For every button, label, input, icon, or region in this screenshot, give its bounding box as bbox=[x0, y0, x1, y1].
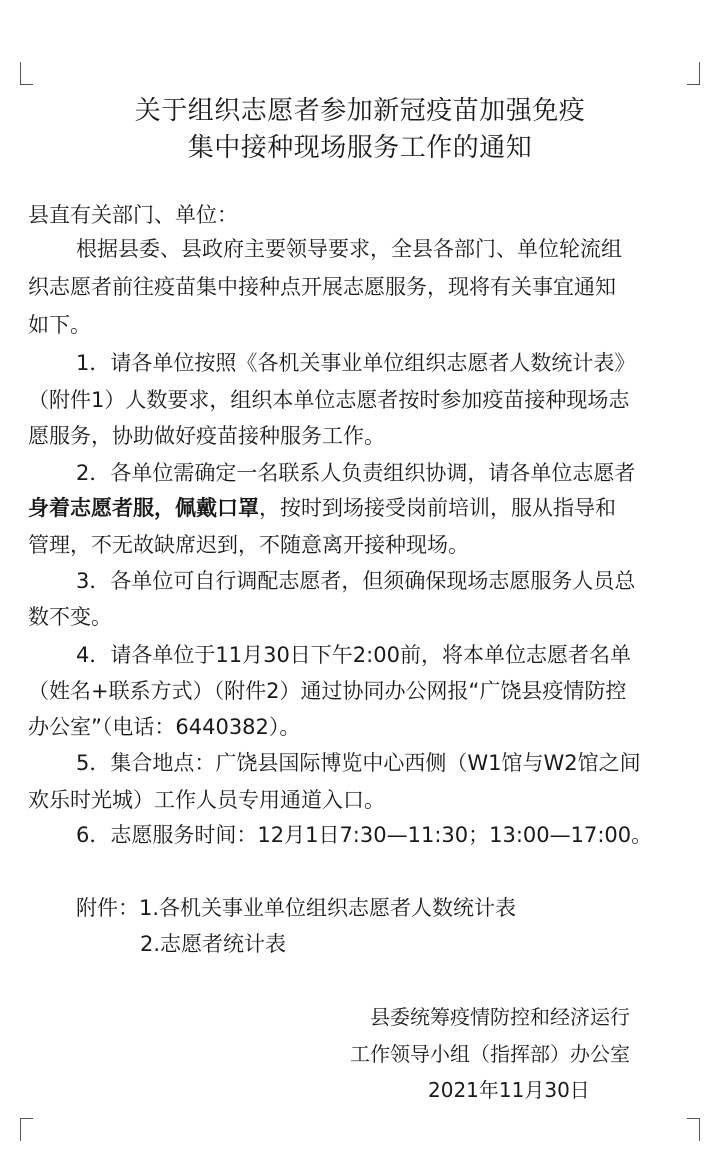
document-title-line1: 关于组织志愿者参加新冠疫苗加强免疫 bbox=[134, 96, 586, 126]
document-title-line2: 集中接种现场服务工作的通知 bbox=[187, 133, 533, 163]
attachment-1: 附件：1.各机关事业单位组织志愿者人数统计表 bbox=[76, 896, 517, 920]
signature-org-line2: 工作领导小组（指挥部）办公室 bbox=[350, 1042, 630, 1066]
crop-mark-top-left bbox=[20, 62, 33, 85]
intro-line: 织志愿者前往疫苗集中接种点开展志愿服务，现将有关事宜通知 bbox=[28, 275, 616, 299]
salutation: 县直有关部门、单位： bbox=[28, 203, 238, 227]
item4-line: （姓名+联系方式）（附件2）通过协同办公网报“广饶县疫情防控 bbox=[28, 679, 627, 703]
item5-line: 5．集合地点：广饶县国际博览中心西侧（W1馆与W2馆之间 bbox=[76, 751, 641, 775]
item5-line: 欢乐时光城）工作人员专用通道入口。 bbox=[28, 788, 385, 812]
intro-line: 如下。 bbox=[28, 313, 91, 337]
item2-line: 2．各单位需确定一名联系人负责组织协调，请各单位志愿者 bbox=[76, 461, 636, 485]
item4-line: 办公室”（电话：6440382）。 bbox=[28, 715, 301, 739]
item1-line: （附件1）人数要求，组织本单位志愿者按时参加疫苗接种现场志 bbox=[28, 388, 630, 412]
signature-org-line1: 县委统筹疫情防控和经济运行 bbox=[370, 1005, 630, 1029]
item3-line: 3．各单位可自行调配志愿者，但须确保现场志愿服务人员总 bbox=[76, 569, 636, 593]
intro-line: 根据县委、县政府主要领导要求，全县各部门、单位轮流组 bbox=[76, 237, 622, 261]
item1-line: 愿服务，协助做好疫苗接种服务工作。 bbox=[28, 424, 385, 448]
item2-bold-text: 身着志愿者服，佩戴口罩 bbox=[28, 496, 259, 520]
item2-line bbox=[28, 493, 698, 523]
item3-line: 数不变。 bbox=[28, 605, 112, 629]
item2-line: 管理，不无故缺席迟到，不随意离开接种现场。 bbox=[28, 533, 469, 557]
signature-date: 2021年11月30日 bbox=[428, 1078, 590, 1102]
attachment-2: 2.志愿者统计表 bbox=[140, 932, 287, 956]
item6-line: 6．志愿服务时间：12月1日7:30—11:30；13:00—17:00。 bbox=[76, 823, 653, 847]
crop-mark-bottom-left bbox=[20, 1118, 33, 1141]
crop-mark-bottom-right bbox=[687, 1118, 700, 1141]
item1-line: 1．请各单位按照《各机关事业单位组织志愿者人数统计表》 bbox=[76, 351, 636, 375]
crop-mark-top-right bbox=[687, 62, 700, 85]
item4-line: 4．请各单位于11月30日下午2:00前，将本单位志愿者名单 bbox=[76, 643, 631, 667]
item2-text: ，按时到场接受岗前培训，服从指导和 bbox=[259, 496, 616, 520]
